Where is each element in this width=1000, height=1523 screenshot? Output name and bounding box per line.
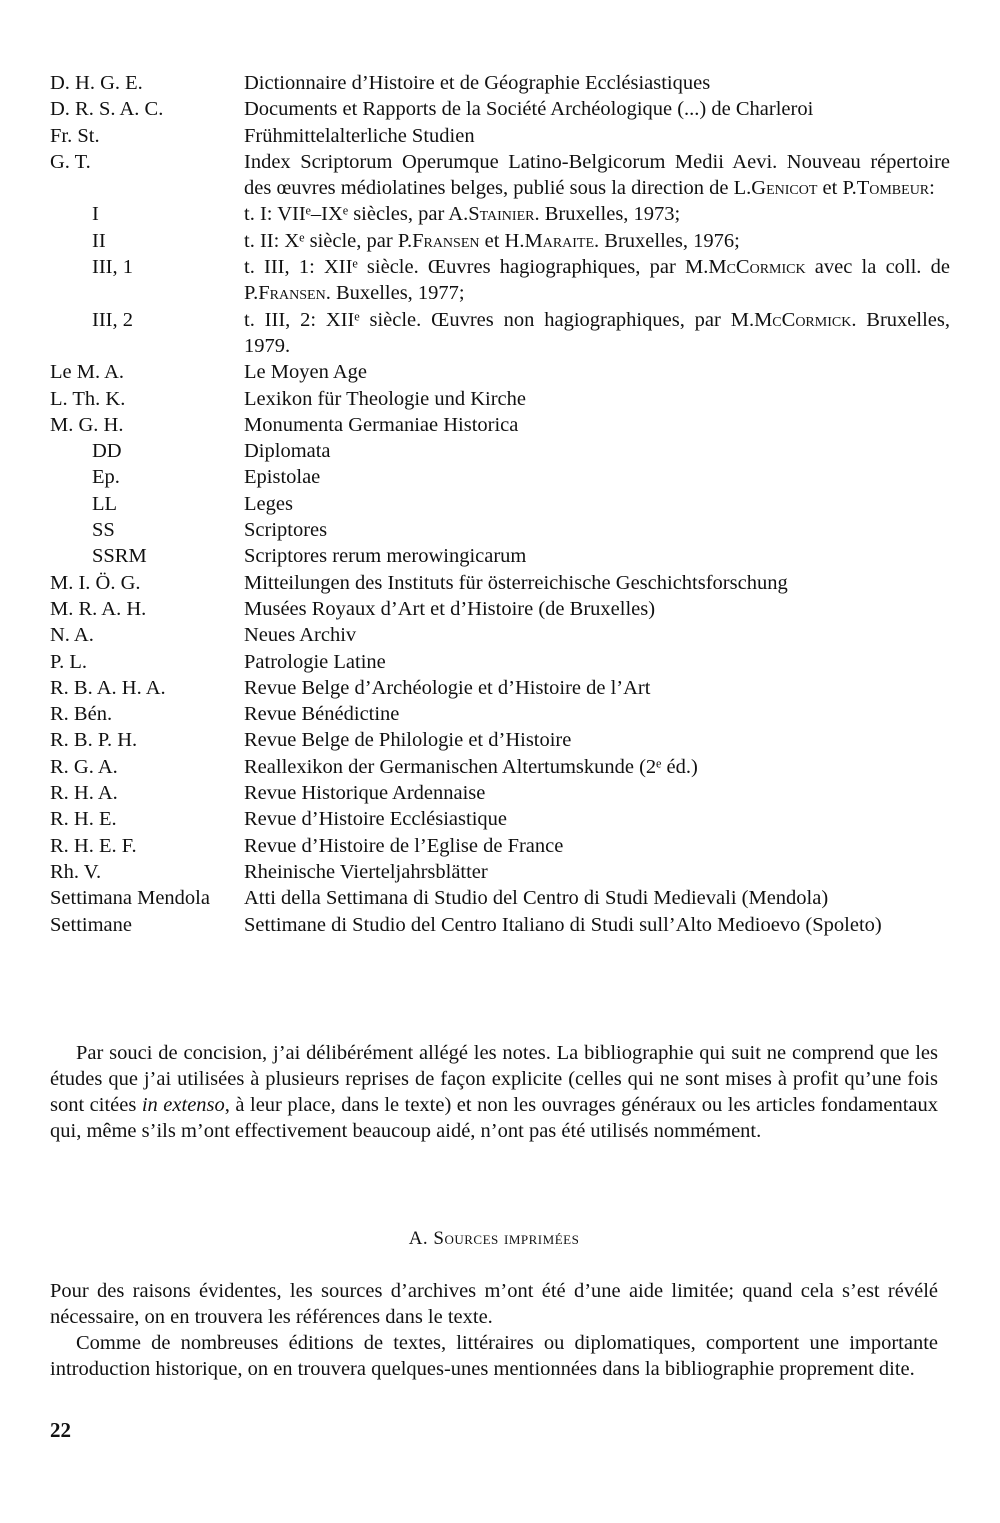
abbreviation-row bbox=[50, 570, 950, 596]
abbreviation: R. Bén. bbox=[50, 703, 113, 726]
abbreviation: Rh. V. bbox=[50, 860, 102, 883]
author-name: Fransen bbox=[412, 229, 480, 252]
abbreviation-expansion: Scriptores rerum merowingicarum bbox=[244, 545, 527, 568]
expansion-text: . Bruxelles, 1979. bbox=[244, 308, 950, 357]
abbreviation-expansion: Musées Royaux d’Art et d’Histoire (de Bruxelles) bbox=[244, 597, 656, 620]
abbreviation-row bbox=[50, 307, 950, 360]
abbreviation-row bbox=[50, 201, 950, 227]
abbreviation-row bbox=[50, 228, 950, 254]
abbreviation-row bbox=[50, 543, 950, 569]
abbreviation: N. A. bbox=[50, 624, 94, 647]
abbreviation-row bbox=[50, 491, 950, 517]
author-name: Tombeur bbox=[856, 177, 930, 200]
abbreviation: G. T. bbox=[50, 150, 91, 173]
abbreviation-row bbox=[50, 780, 950, 806]
abbreviation: III, 2 bbox=[92, 308, 133, 331]
abbreviation-row bbox=[50, 149, 950, 202]
abbreviation-expansion: Revue Historique Ardennaise bbox=[244, 782, 486, 805]
sources-section bbox=[50, 1278, 938, 1382]
expansion-text: t. III, 2: XIIᵉ siècle. Œuvres non hagiographiques, par M. bbox=[244, 308, 755, 331]
abbreviation-row bbox=[50, 833, 950, 859]
intro-text: Par souci de concision, j’ai délibérément allégé les notes. La bibliographie qui suit ne comprend que les études que j’ai utilisées à plusieurs reprises de façon explicite (celles qui ne sont mises à profit qu’une fois sont citées bbox=[50, 1042, 938, 1116]
abbreviation-row bbox=[50, 596, 950, 622]
abbreviation-expansion: Documents et Rapports de la Société Archéologique (...) de Charleroi bbox=[244, 98, 814, 121]
abbreviation-expansion: Leges bbox=[244, 492, 293, 515]
expansion-text: et P. bbox=[817, 177, 857, 200]
expansion-text: : bbox=[929, 177, 935, 200]
sources-paragraph: Comme de nombreuses éditions de textes, littéraires ou diplomatiques, comportent une importante introduction historique, on en trouvera quelques-unes mentionnées dans la bibliographie proprement dite. bbox=[50, 1332, 938, 1380]
abbreviation: M. I. Ö. G. bbox=[50, 571, 141, 594]
abbreviation-expansion: Revue Belge de Philologie et d’Histoire bbox=[244, 729, 572, 752]
author-name: Stainier bbox=[468, 203, 535, 226]
abbreviation-expansion: Atti della Settimana di Studio del Centro di Studi Medievali (Mendola) bbox=[244, 887, 829, 910]
abbreviations-list bbox=[50, 70, 950, 938]
abbreviation-row bbox=[50, 727, 950, 753]
abbreviation-expansion: Neues Archiv bbox=[244, 624, 357, 647]
expansion-text: . Bruxelles, 1973; bbox=[534, 203, 681, 226]
abbreviation: M. G. H. bbox=[50, 413, 124, 436]
abbreviation-expansion: Monumenta Germaniae Historica bbox=[244, 413, 519, 436]
abbreviation-row bbox=[50, 359, 950, 385]
abbreviation-expansion: Dictionnaire d’Histoire et de Géographie Ecclésiastiques bbox=[244, 72, 711, 94]
abbreviation-row bbox=[50, 517, 950, 543]
abbreviation-row bbox=[50, 806, 950, 832]
expansion-text: t. II: Xᵉ siècle, par P. bbox=[244, 229, 413, 252]
abbreviation-expansion: Diplomata bbox=[244, 440, 331, 463]
abbreviation: Settimana Mendola bbox=[50, 887, 210, 910]
abbreviation: D. R. S. A. C. bbox=[50, 98, 164, 121]
abbreviation: III, 1 bbox=[92, 256, 133, 279]
abbreviation-expansion: Frühmittelalterliche Studien bbox=[244, 124, 475, 147]
abbreviation: R. H. E. F. bbox=[50, 834, 137, 857]
abbreviation-row bbox=[50, 675, 950, 701]
author-name: McCormick bbox=[754, 308, 852, 331]
page-number: 22 bbox=[50, 1418, 71, 1442]
abbreviation-expansion: Lexikon für Theologie und Kirche bbox=[244, 387, 526, 410]
abbreviation: R. H. A. bbox=[50, 782, 118, 805]
expansion-text: avec la coll. de P. bbox=[244, 256, 950, 305]
abbreviation: DD bbox=[92, 440, 122, 463]
abbreviation-row bbox=[50, 885, 950, 911]
abbreviation: M. R. A. H. bbox=[50, 597, 147, 620]
abbreviation-expansion: Mitteilungen des Instituts für österreichische Geschichtsforschung bbox=[244, 571, 788, 594]
intro-italic: in extenso bbox=[141, 1094, 225, 1116]
abbreviation-row bbox=[50, 649, 950, 675]
abbreviation-row bbox=[50, 754, 950, 780]
expansion-text: . Buxelles, 1977; bbox=[325, 282, 465, 305]
author-name: Genicot bbox=[751, 177, 818, 200]
expansion-text: t. I: VIIᵉ–IXᵉ siècles, par A. bbox=[244, 203, 469, 226]
author-name: McCormick bbox=[708, 256, 806, 279]
abbreviation-row bbox=[50, 912, 950, 938]
abbreviation-row bbox=[50, 96, 950, 122]
abbreviation-row bbox=[50, 464, 950, 490]
abbreviation-expansion: Scriptores bbox=[244, 519, 328, 542]
abbreviation-row bbox=[50, 412, 950, 438]
abbreviation: II bbox=[92, 229, 106, 252]
abbreviation-expansion: Patrologie Latine bbox=[244, 650, 386, 673]
abbreviation-row bbox=[50, 701, 950, 727]
abbreviation: SS bbox=[92, 519, 115, 542]
abbreviation: Settimane bbox=[50, 913, 132, 936]
abbreviation-expansion bbox=[244, 254, 950, 307]
abbreviation-expansion bbox=[244, 201, 950, 227]
sources-paragraph: Pour des raisons évidentes, les sources d’archives m’ont été d’une aide limitée; quand cela s’est révélé nécessaire, on en trouvera les références dans le texte. bbox=[50, 1280, 938, 1328]
abbreviation-expansion: Settimane di Studio del Centro Italiano di Studi sull’Alto Medioevo (Spoleto) bbox=[244, 913, 882, 936]
author-name: Maraite bbox=[524, 229, 595, 252]
abbreviation: SSRM bbox=[92, 545, 147, 568]
section-heading: A. Sources imprimées bbox=[408, 1228, 580, 1249]
author-name: Fransen bbox=[258, 282, 326, 305]
abbreviation: R. B. A. H. A. bbox=[50, 676, 166, 699]
abbreviation-row bbox=[50, 622, 950, 648]
abbreviation: D. H. G. E. bbox=[50, 72, 143, 94]
abbreviation-expansion: Revue d’Histoire Ecclésiastique bbox=[244, 808, 507, 831]
abbreviation: I bbox=[92, 203, 99, 226]
abbreviation: R. G. A. bbox=[50, 755, 118, 778]
abbreviation-expansion bbox=[244, 149, 950, 202]
expansion-text: et H. bbox=[479, 229, 525, 252]
abbreviation-expansion: Revue Bénédictine bbox=[244, 703, 400, 726]
abbreviation: P. L. bbox=[50, 650, 88, 673]
expansion-text: t. III, 1: XIIᵉ siècle. Œuvres hagiographiques, par M. bbox=[244, 256, 709, 279]
abbreviation-expansion: Epistolae bbox=[244, 466, 321, 489]
abbreviation-expansion: Revue Belge d’Archéologie et d’Histoire de l’Art bbox=[244, 676, 651, 699]
abbreviation-row bbox=[50, 123, 950, 149]
intro-text: , à leur place, dans le texte) et non les ouvrages généraux ou les articles fondamentaux qui, même s’ils m’ont effectivement beaucoup aidé, n’ont pas été utilisés nommément. bbox=[50, 1094, 938, 1142]
abbreviation: R. H. E. bbox=[50, 808, 117, 831]
abbreviation-row bbox=[50, 859, 950, 885]
abbreviation: LL bbox=[92, 492, 118, 515]
abbreviation-expansion bbox=[244, 307, 950, 360]
expansion-text: Index Scriptorum Operumque Latino-Belgicorum Medii Aevi. Nouveau répertoire des œuvres médiolatines belges, publié sous la direction de L. bbox=[244, 150, 950, 200]
abbreviation-row bbox=[50, 254, 950, 307]
abbreviation-expansion bbox=[244, 228, 950, 254]
abbreviation-expansion: Rheinische Vierteljahrsblätter bbox=[244, 860, 488, 883]
abbreviation-row bbox=[50, 438, 950, 464]
abbreviation: Ep. bbox=[92, 466, 120, 489]
abbreviation-expansion: Reallexikon der Germanischen Altertumskunde (2ᵉ éd.) bbox=[244, 755, 698, 778]
abbreviation-row bbox=[50, 386, 950, 412]
abbreviation-expansion: Revue d’Histoire de l’Eglise de France bbox=[244, 834, 564, 857]
abbreviation: Fr. St. bbox=[50, 124, 100, 147]
expansion-text: . Bruxelles, 1976; bbox=[594, 229, 740, 252]
abbreviation: Le M. A. bbox=[50, 361, 125, 384]
abbreviation: L. Th. K. bbox=[50, 387, 126, 410]
intro-paragraph bbox=[50, 1040, 938, 1144]
abbreviation-row bbox=[50, 70, 950, 96]
abbreviation: R. B. P. H. bbox=[50, 729, 138, 752]
abbreviation-expansion: Le Moyen Age bbox=[244, 361, 367, 384]
